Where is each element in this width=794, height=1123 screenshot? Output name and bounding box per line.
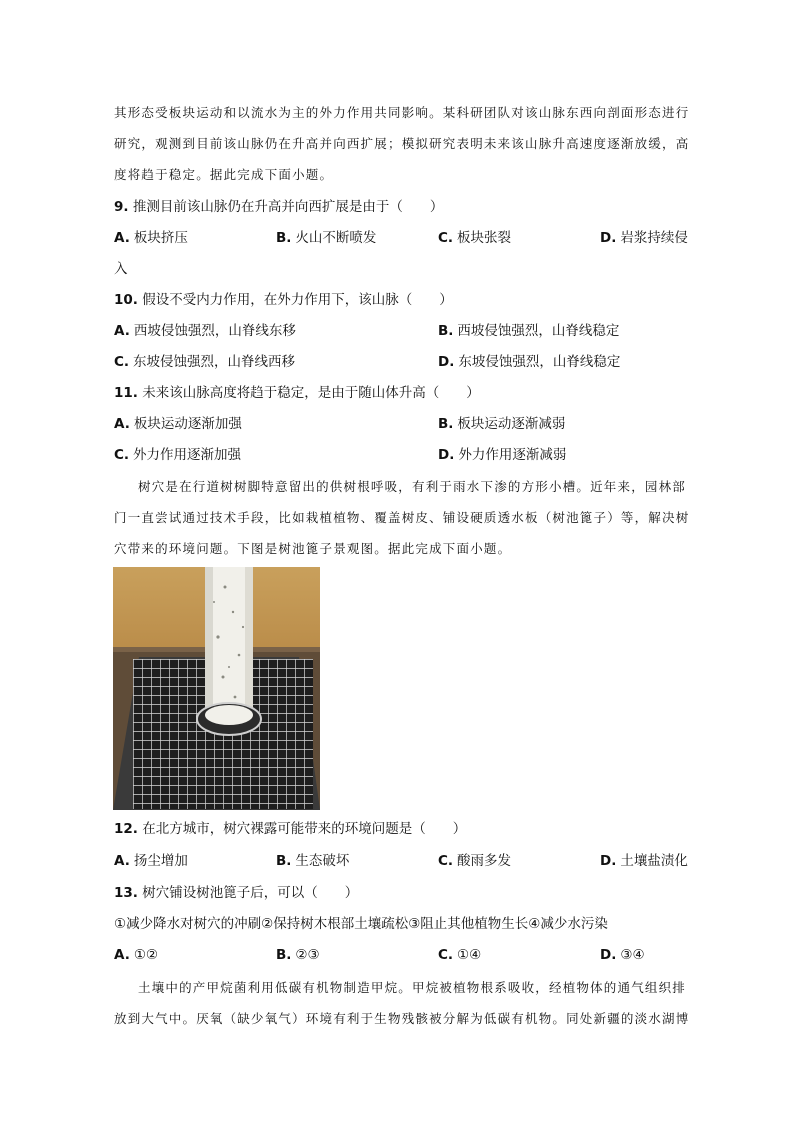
question-12 [114,820,466,838]
option-text: 东坡侵蚀强烈，山脊线稳定 [458,354,621,370]
option-text: 外力作用逐渐加强 [133,447,242,463]
question-13-stem: 树穴铺设树池篦子后，可以（ ） [142,885,359,901]
option-key: C. [438,947,454,963]
q9-option-d-wrap: 入 [114,261,128,277]
option-text: 东坡侵蚀强烈，山脊线西移 [133,354,296,370]
option-text: 板块运动逐渐减弱 [457,416,566,432]
option-key: D. [600,947,617,963]
q11-option-d[interactable] [438,446,566,464]
option-key: C. [438,230,454,246]
option-key: D. [600,230,617,246]
q9-option-a[interactable] [114,229,188,247]
option-key: C. [114,447,130,463]
q9-option-b[interactable] [276,229,376,247]
option-key: A. [114,947,130,963]
question-12-stem: 在北方城市，树穴裸露可能带来的环境问题是（ ） [142,821,467,837]
option-text: 酸雨多发 [457,853,512,869]
question-12-number: 12. [114,821,138,837]
q13-option-b[interactable] [276,946,320,964]
q12-option-d[interactable] [600,852,688,870]
passage3-line-2: 放到大气中。厌氧（缺少氧气）环境有利于生物残骸被分解为低碳有机物。同处新疆的淡水湖博 [114,1011,690,1026]
option-key: A. [114,416,130,432]
q11-option-c[interactable] [114,446,241,464]
option-key: A. [114,323,130,339]
option-text: 西坡侵蚀强烈，山脊线稳定 [457,323,620,339]
option-key: C. [114,354,130,370]
option-text: 生态破坏 [295,853,350,869]
q10-option-a[interactable] [114,322,296,340]
option-text: 板块张裂 [457,230,512,246]
tree-pit-grate-photo [113,567,320,810]
passage1-line-2: 研究，观测到目前该山脉仍在升高并向西扩展；模拟研究表明未来该山脉升高速度逐渐放缓，高 [114,136,690,151]
option-key: D. [600,853,617,869]
option-key: D. [438,354,455,370]
option-text: 土壤盐渍化 [620,853,688,869]
option-text: 板块挤压 [133,230,188,246]
q13-option-c[interactable] [438,946,481,964]
passage3-line-1: 土壤中的产甲烷菌利用低碳有机物制造甲烷。甲烷被植物根系吸收，经植物体的通气组织排 [138,980,687,995]
option-key: A. [114,853,130,869]
option-text: 外力作用逐渐减弱 [458,447,567,463]
q12-option-c[interactable] [438,852,511,870]
q11-option-a[interactable] [114,415,242,433]
passage2-line-3: 穴带来的环境问题。下图是树池篦子景观图。据此完成下面小题。 [114,541,512,556]
option-key: D. [438,447,455,463]
question-9 [114,198,443,216]
option-text: 西坡侵蚀强烈，山脊线东移 [133,323,296,339]
passage1-line-1: 其形态受板块运动和以流水为主的外力作用共同影响。某科研团队对该山脉东西向剖面形态进行 [114,105,690,120]
question-9-number: 9. [114,199,129,215]
option-text: 火山不断喷发 [295,230,377,246]
question-11-stem: 未来该山脉高度将趋于稳定，是由于随山体升高（ ） [142,385,480,401]
option-text: ③④ [620,947,645,963]
q13-option-a[interactable] [114,946,158,964]
question-10-number: 10. [114,292,138,308]
option-key: B. [438,416,454,432]
q9-option-d[interactable] [600,229,688,247]
option-text: 岩浆持续侵 [620,230,688,246]
q11-option-b[interactable] [438,415,565,433]
passage2-line-1: 树穴是在行道树树脚特意留出的供树根呼吸，有利于雨水下渗的方形小槽。近年来，园林部 [138,479,687,494]
q12-option-b[interactable] [276,852,349,870]
q13-option-d[interactable] [600,946,645,964]
q9-option-c[interactable] [438,229,511,247]
question-10-stem: 假设不受内力作用，在外力作用下，该山脉（ ） [142,292,453,308]
option-text: ②③ [295,947,320,963]
q10-option-b[interactable] [438,322,619,340]
option-text: 扬尘增加 [133,853,188,869]
option-text: 板块运动逐渐加强 [133,416,242,432]
option-key: B. [276,947,292,963]
option-key: B. [276,230,292,246]
option-key: B. [276,853,292,869]
question-10 [114,291,453,309]
option-key: B. [438,323,454,339]
option-text: ①④ [457,947,482,963]
question-9-stem: 推测目前该山脉仍在升高并向西扩展是由于（ ） [132,199,444,215]
q10-option-d[interactable] [438,353,620,371]
question-13-number: 13. [114,885,138,901]
question-11 [114,384,480,402]
option-text: ①② [133,947,159,963]
question-11-number: 11. [114,385,138,401]
q12-option-a[interactable] [114,852,188,870]
passage1-line-3: 度将趋于稳定。据此完成下面小题。 [114,167,334,182]
option-key: C. [438,853,454,869]
q13-statements: ①减少降水对树穴的冲刷②保持树木根部土壤疏松③阻止其他植物生长④减少水污染 [114,916,608,932]
option-key: A. [114,230,130,246]
passage2-line-2: 门一直尝试通过技术手段，比如栽植植物、覆盖树皮、铺设硬质透水板（树池篦子）等，解决树 [114,510,690,525]
question-13 [114,884,358,902]
q10-option-c[interactable] [114,353,295,371]
